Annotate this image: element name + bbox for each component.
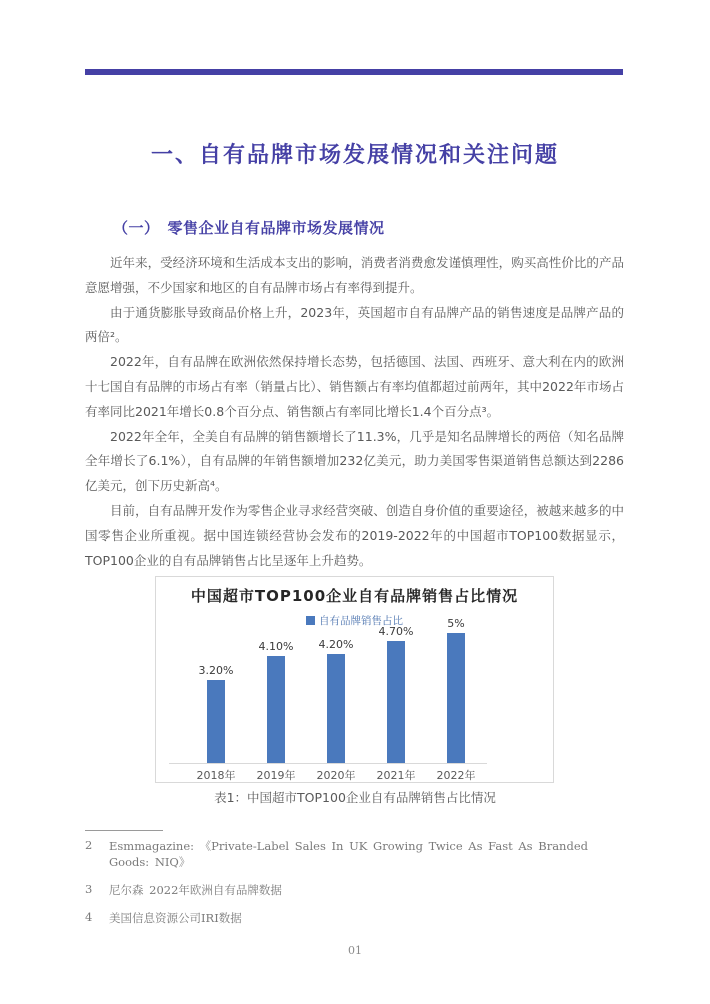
chart-title: 中国超市TOP100企业自有品牌销售占比情况 <box>190 587 519 605</box>
x-axis-label: 2021年 <box>376 769 416 782</box>
paragraph: 近年来，受经济环境和生活成本支出的影响，消费者消费愈发谨慎理性，购买高性价比的产品意愿增强，不少国家和地区的自有品牌市场占有率得到提升。 <box>85 255 624 295</box>
bar-column <box>246 640 306 763</box>
chart-caption: 表1：中国超市TOP100企业自有品牌销售占比情况 <box>214 790 496 805</box>
bar-value-label: 4.70% <box>378 625 414 638</box>
footnote <box>85 910 625 926</box>
bar <box>327 654 345 763</box>
footnote-number: 2 <box>85 838 93 852</box>
x-axis-line <box>169 763 487 764</box>
bar <box>267 656 285 763</box>
footnote-number: 3 <box>85 882 93 896</box>
header-rule <box>85 69 623 75</box>
bar-column <box>426 617 486 763</box>
footnotes <box>85 838 625 938</box>
bar <box>207 680 225 763</box>
chart-plot <box>186 577 486 763</box>
bar <box>447 633 465 763</box>
footnote <box>85 882 625 898</box>
bar-column <box>366 625 426 763</box>
bar-value-label: 3.20% <box>198 664 234 677</box>
footnote-text: 尼尔森 2022年欧洲自有品牌数据 <box>109 883 282 897</box>
bar-value-label: 4.10% <box>258 640 294 653</box>
footnote-number: 4 <box>85 910 93 924</box>
footnote-text: 美国信息资源公司IRI数据 <box>109 911 242 925</box>
footnote-text: Esmmagazine: 《Private-Label Sales In UK Growing Twice As Fast As Branded Goods: NIQ》 <box>109 839 588 869</box>
x-axis-label: 2020年 <box>316 769 356 782</box>
paragraph: 由于通货膨胀导致商品价格上升，2023年，英国超市自有品牌产品的销售速度是品牌产品的两倍²。 <box>85 304 624 345</box>
bar-column <box>306 638 366 763</box>
bar-column <box>186 664 246 763</box>
body-text <box>85 251 624 573</box>
page-number: 01 <box>348 944 362 957</box>
footnote-separator <box>85 830 163 831</box>
bar-value-label: 5% <box>447 617 465 630</box>
bar-chart <box>155 576 554 783</box>
bar <box>387 641 405 763</box>
legend-label: 自有品牌销售占比 <box>319 615 403 627</box>
x-axis-label: 2018年 <box>196 769 236 782</box>
bar-value-label: 4.20% <box>318 638 354 651</box>
paragraph: 2022年，自有品牌在欧洲依然保持增长态势，包括德国、法国、西班牙、意大利在内的欧洲十七国自有品牌的市场占有率（销量占比）、销售额占有率均值都超过前两年，其中2022年市场占有率同比2021年增长0.8个百分点、销售额占有率同比增长1.4个百分点³。 <box>85 354 624 419</box>
chart-categories <box>186 767 486 783</box>
x-axis-label: 2022年 <box>436 769 476 782</box>
x-axis-label: 2019年 <box>256 769 296 782</box>
page-title: 一、自有品牌市场发展情况和关注问题 <box>150 143 559 168</box>
section-heading: （一） 零售企业自有品牌市场发展情况 <box>113 219 385 237</box>
footnote <box>85 838 625 870</box>
paragraph: 目前，自有品牌开发作为零售企业寻求经营突破、创造自身价值的重要途径，被越来越多的中国零售企业所重视。据中国连锁经营协会发布的2019-2022年的中国超市TOP100数据显示，TOP100企业的自有品牌销售占比呈逐年上升趋势。 <box>85 502 624 568</box>
paragraph: 2022年全年，全美自有品牌的销售额增长了11.3%，几乎是知名品牌增长的两倍（知名品牌全年增长了6.1%），自有品牌的年销售额增加232亿美元，助力美国零售渠道销售总额达到2286亿美元，创下历史新高⁴。 <box>85 428 624 494</box>
